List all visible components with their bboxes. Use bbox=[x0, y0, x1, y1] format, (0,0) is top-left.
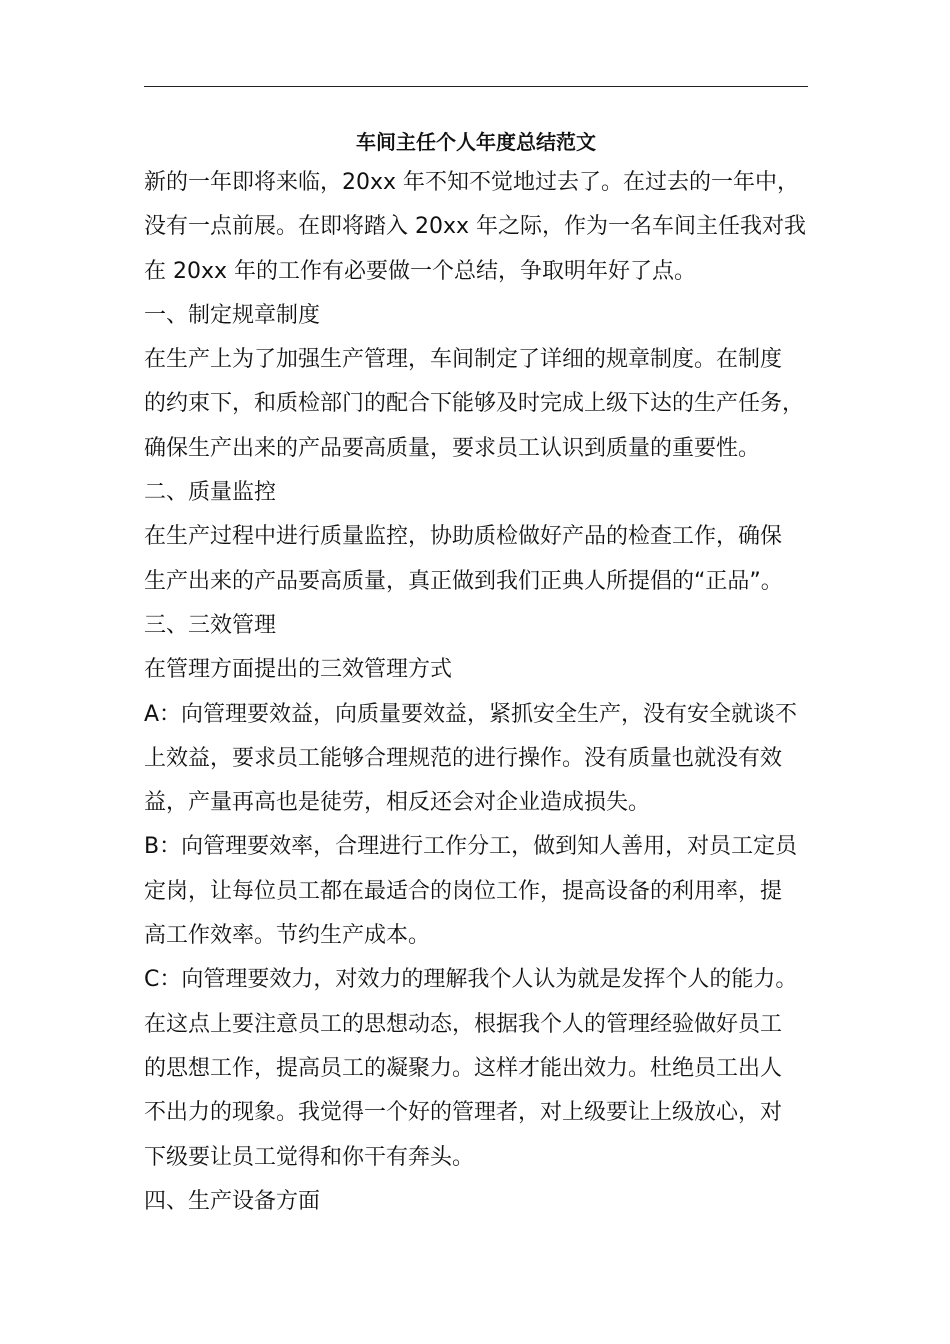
section-heading: 一、制定规章制度 bbox=[144, 302, 321, 328]
text-line: 在这点上要注意员工的思想动态，根据我个人的管理经验做好员工 bbox=[144, 1011, 783, 1037]
text-line: 益，产量再高也是徒劳，相反还会对企业造成损失。 bbox=[144, 790, 651, 816]
section-heading: 四、生产设备方面 bbox=[144, 1188, 321, 1214]
document-page bbox=[144, 86, 808, 1224]
text-line: 没有一点前展。在即将踏入 20xx 年之际，作为一名车间主任我对我 bbox=[144, 214, 807, 240]
text-line: 上效益，要求员工能够合理规范的进行操作。没有质量也就没有效 bbox=[144, 745, 783, 771]
text-line: 新的一年即将来临，20xx 年不知不觉地过去了。在过去的一年中， bbox=[144, 170, 800, 195]
section-heading: 二、质量监控 bbox=[144, 480, 277, 506]
text-line: 生产出来的产品要高质量，真正做到我们正典人所提倡的“正品”。 bbox=[144, 568, 783, 594]
text-line: B：向管理要效率，合理进行工作分工，做到知人善用，对员工定员 bbox=[144, 834, 798, 860]
text-line: A：向管理要效益，向质量要效益，紧抓安全生产，没有安全就谈不 bbox=[144, 701, 798, 727]
document-body bbox=[144, 161, 808, 1224]
text-line: 确保生产出来的产品要高质量，要求员工认识到质量的重要性。 bbox=[144, 435, 761, 461]
text-line: 不出力的现象。我觉得一个好的管理者，对上级要让上级放心，对 bbox=[144, 1100, 783, 1126]
header-rule bbox=[144, 86, 808, 87]
text-line: 在生产上为了加强生产管理，车间制定了详细的规章制度。在制度 bbox=[144, 347, 783, 373]
text-line: 下级要让员工觉得和你干有奔头。 bbox=[144, 1144, 475, 1170]
text-line: 高工作效率。节约生产成本。 bbox=[144, 923, 431, 949]
section-heading: 三、三效管理 bbox=[144, 612, 277, 638]
text-line: 的约束下，和质检部门的配合下能够及时完成上级下达的生产任务， bbox=[144, 391, 805, 417]
text-line: 定岗，让每位员工都在最适合的岗位工作，提高设备的利用率，提 bbox=[144, 878, 783, 904]
text-line: 在生产过程中进行质量监控，协助质检做好产品的检查工作，确保 bbox=[144, 524, 783, 550]
text-line: 的思想工作，提高员工的凝聚力。这样才能出效力。杜绝员工出人 bbox=[144, 1055, 783, 1081]
text-line: 在 20xx 年的工作有必要做一个总结，争取明年好了点。 bbox=[144, 258, 697, 284]
text-line: C：向管理要效力，对效力的理解我个人认为就是发挥个人的能力。 bbox=[144, 967, 798, 993]
text-line: 在管理方面提出的三效管理方式 bbox=[144, 657, 453, 683]
document-title: 车间主任个人年度总结范文 bbox=[356, 130, 596, 154]
